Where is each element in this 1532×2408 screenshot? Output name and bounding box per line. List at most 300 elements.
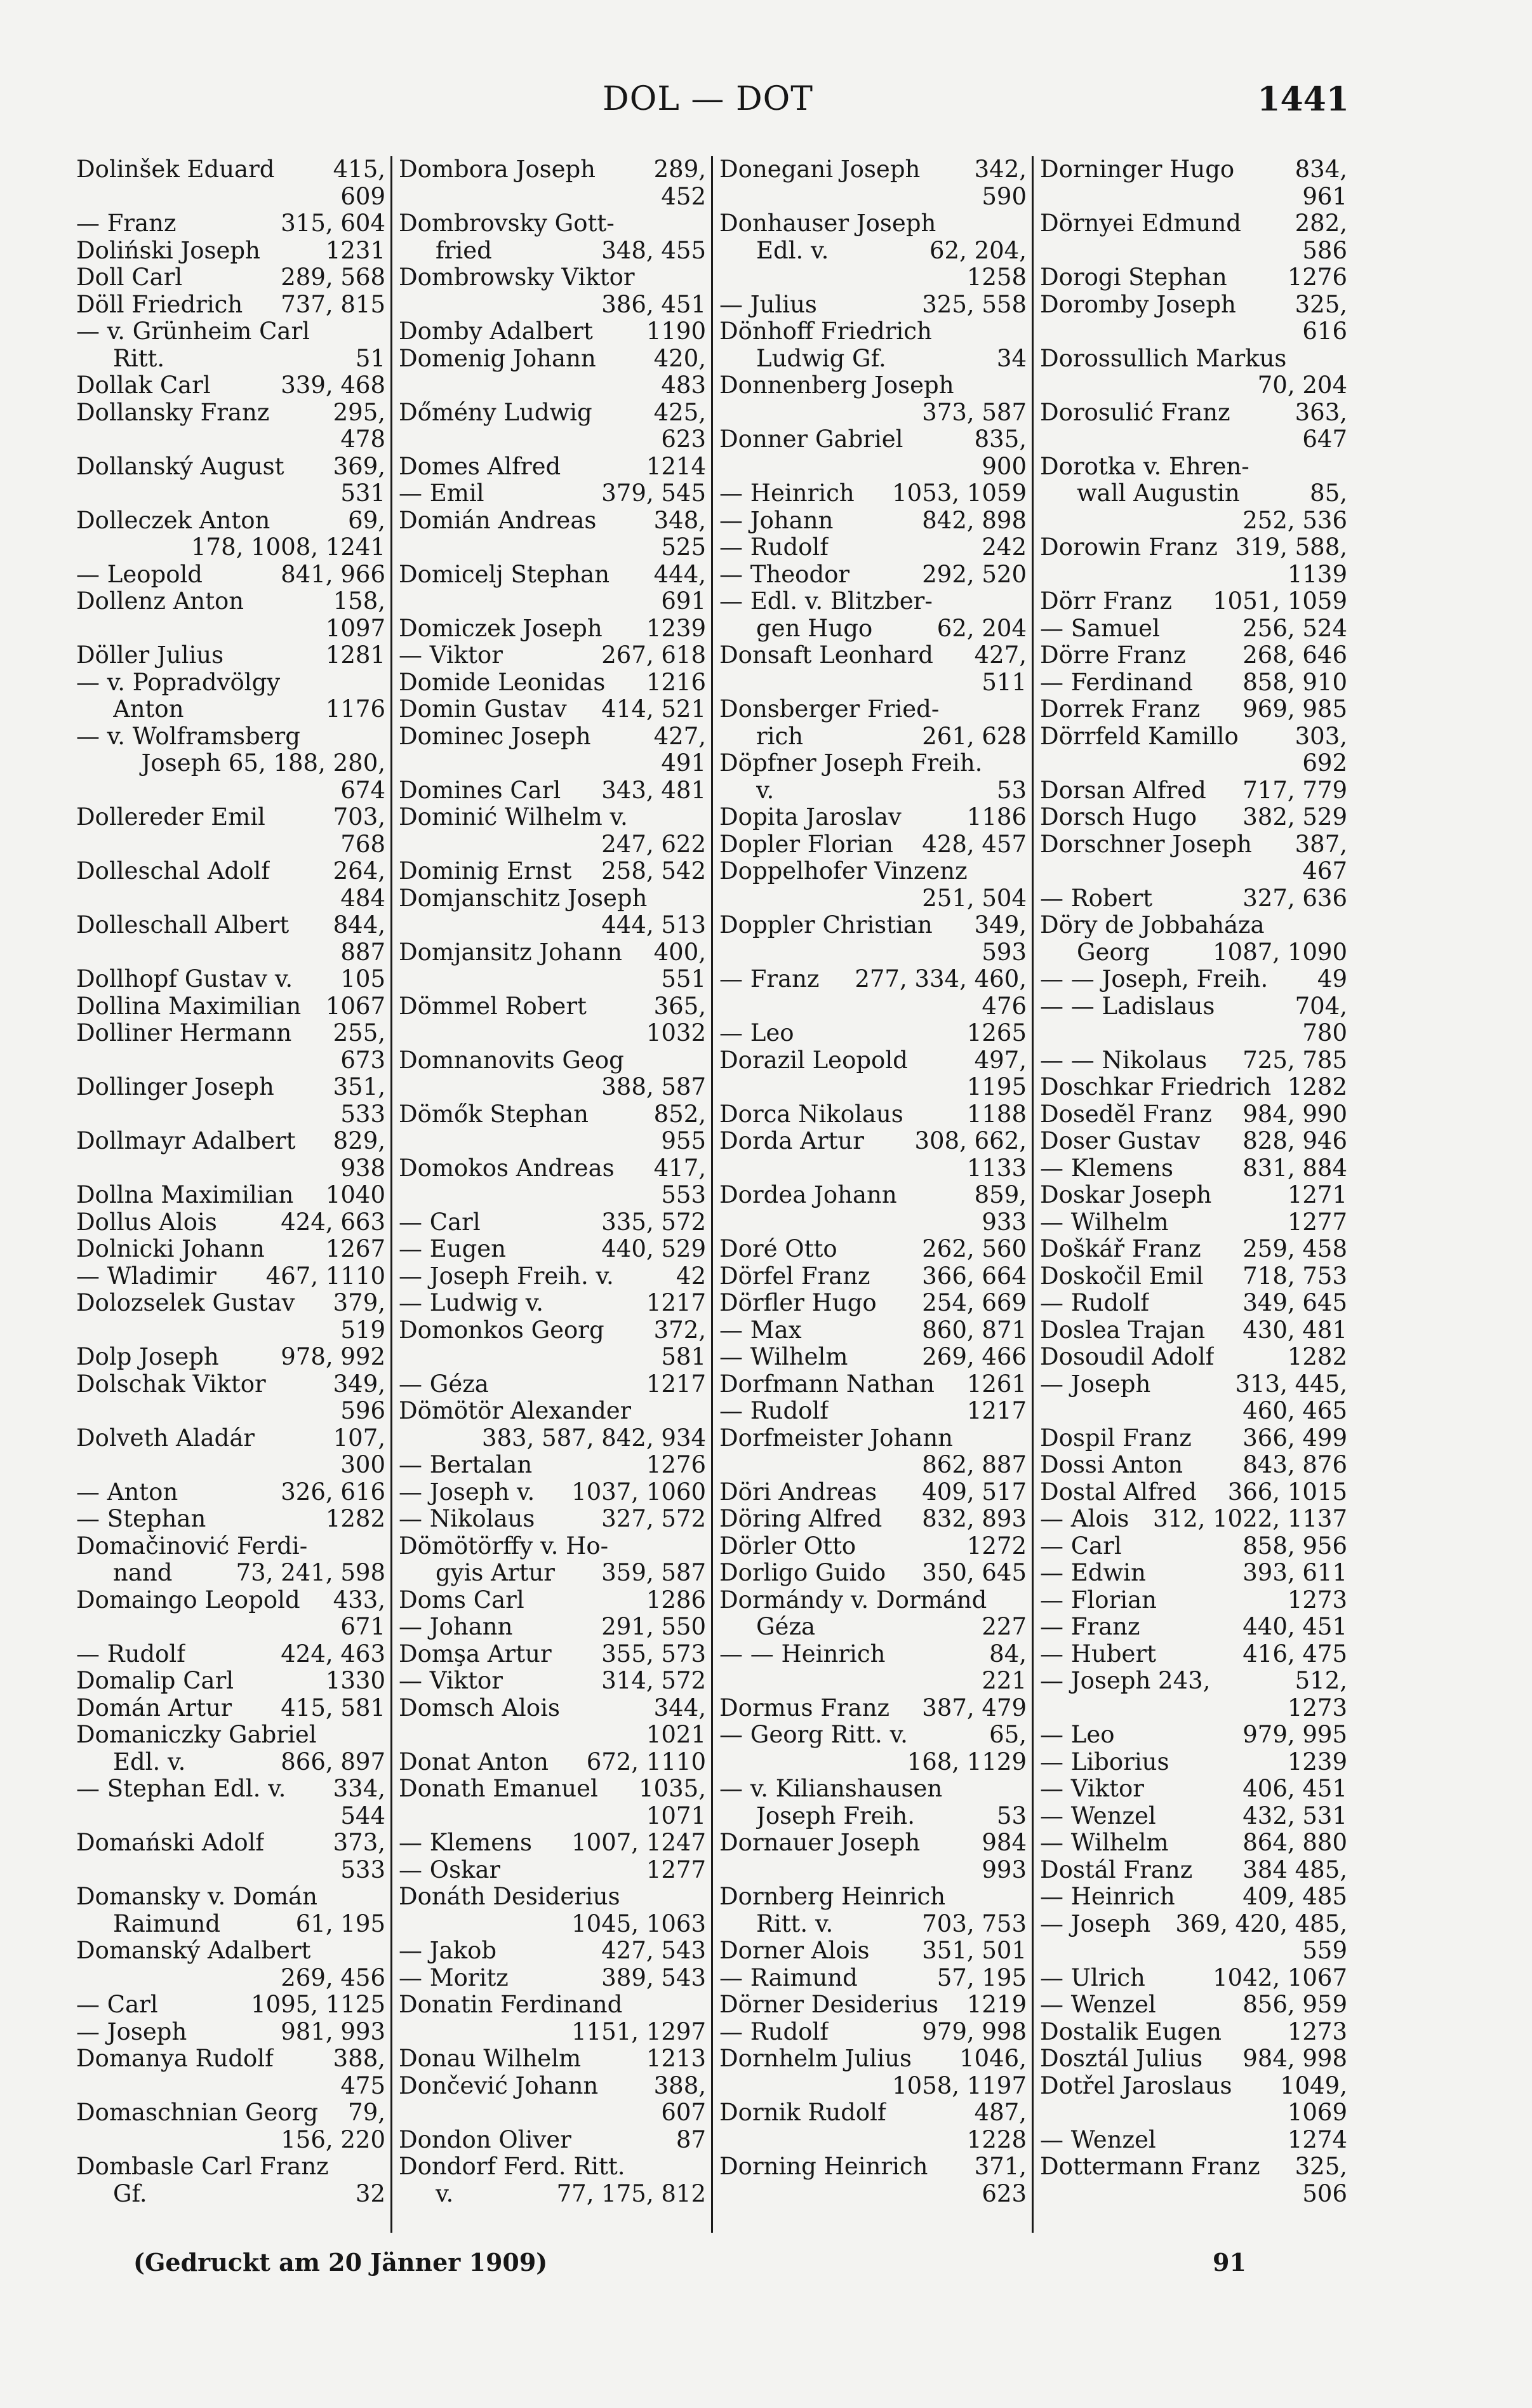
entry-pages: [379, 669, 385, 697]
directory-entry: [719, 1263, 1027, 1290]
continuation-pages: 1021: [646, 1721, 706, 1748]
directory-entry: [76, 1263, 385, 1290]
entry-pages: 856, 959: [1242, 1991, 1347, 2018]
entry-continuation: [399, 2181, 706, 2208]
entry-pages: 351,: [333, 1073, 385, 1100]
entry-pages: 365,: [653, 992, 706, 1020]
continuation-pages: 938: [340, 1154, 385, 1182]
continuation-pages: 247, 622: [601, 830, 706, 858]
entry-name: Dolp Joseph: [76, 1344, 219, 1370]
entry-line: [76, 2153, 385, 2181]
entry-name: Dopler Florian: [719, 831, 893, 858]
entry-pages: 984: [982, 1829, 1027, 1856]
directory-entry: [719, 1695, 1027, 1722]
entry-line: [76, 1776, 385, 1803]
entry-name: Dollhopf Gustav v.: [76, 966, 293, 993]
entry-name: — Joseph: [76, 2018, 187, 2045]
entry-pages: 258, 542: [601, 857, 706, 885]
continuation-pages: 70, 204: [1257, 371, 1347, 399]
entry-continuation: [76, 1317, 385, 1344]
directory-entry: [399, 1209, 706, 1236]
continuation-pages: 386, 451: [601, 290, 706, 318]
entry-pages: 467, 1110: [265, 1262, 385, 1290]
entry-pages: 65,: [989, 1721, 1027, 1748]
entry-name: — Liborius: [1040, 1748, 1169, 1776]
entry-pages: [1020, 1776, 1027, 1803]
entry-name: Dőmény Ludwig: [399, 399, 592, 426]
continuation-text: Raimund: [113, 1910, 221, 1937]
directory-entry: [76, 1344, 385, 1371]
continuation-pages: 444, 513: [601, 911, 706, 939]
entry-line: [76, 1182, 385, 1209]
entry-line: [399, 2073, 706, 2100]
entry-line: [719, 1263, 1027, 1290]
entry-line: [76, 912, 385, 939]
entry-pages: [1020, 1425, 1027, 1452]
directory-entry: [1040, 1209, 1347, 1236]
directory-entry: [399, 1937, 706, 1965]
entry-name: Dömők Stephan: [399, 1100, 589, 1128]
directory-entry: [1040, 993, 1347, 1047]
directory-entry: [76, 237, 385, 265]
entry-continuation: [76, 1803, 385, 1830]
entry-pages: 1035,: [639, 1775, 706, 1802]
entry-name: Domansky v. Domán: [76, 1883, 317, 1910]
entry-pages: 444,: [653, 560, 706, 588]
directory-entry: [76, 1533, 385, 1587]
entry-name: Dörfel Franz: [719, 1262, 870, 1290]
entry-pages: 512,: [1295, 1667, 1347, 1694]
entry-line: [719, 1722, 1027, 1749]
entry-pages: 1330: [325, 1667, 385, 1694]
entry-line: [76, 507, 385, 535]
entry-name: Donegani Joseph: [719, 156, 921, 183]
entry-name: Dorca Nikolaus: [719, 1100, 903, 1128]
entry-name: — Wladimir: [76, 1262, 216, 1290]
continuation-pages: 475: [340, 2071, 385, 2099]
entry-name: Dollereder Emil: [76, 804, 265, 831]
directory-entry: [1040, 723, 1347, 777]
entry-name: Dorner Alois: [719, 1937, 870, 1964]
entry-line: [719, 831, 1027, 859]
entry-line: [399, 1290, 706, 1317]
entry-pages: [1020, 696, 1027, 723]
entry-name: Donner Gabriel: [719, 426, 903, 453]
entry-continuation: [719, 2073, 1027, 2100]
entry-name: Döri Andreas: [719, 1478, 877, 1506]
entry-pages: 984, 998: [1242, 2045, 1347, 2072]
entry-pages: 979, 998: [922, 2017, 1027, 2045]
entry-pages: 424, 463: [281, 1640, 385, 1668]
continuation-pages: 691: [661, 587, 706, 615]
entry-line: [1040, 615, 1347, 643]
entry-pages: 415, 581: [281, 1694, 385, 1722]
continuation-pages: 460, 465: [1242, 1397, 1347, 1424]
directory-entry: [1040, 2153, 1347, 2207]
directory-entry: [76, 1074, 385, 1128]
continuation-pages: 156, 220: [281, 2125, 385, 2153]
entry-name: — Raimund: [719, 1964, 858, 1991]
entry-pages: 325,: [1295, 290, 1347, 318]
entry-continuation: [1040, 939, 1347, 967]
entry-pages: 1037, 1060: [571, 1478, 706, 1506]
entry-pages: [379, 1883, 385, 1911]
continuation-pages: 1069: [1287, 2099, 1347, 2126]
entry-name: — v. Grünheim Carl: [76, 318, 310, 345]
continuation-text: v.: [436, 2180, 454, 2207]
directory-entry: [719, 1236, 1027, 1263]
entry-name: Domalip Carl: [76, 1668, 234, 1694]
entry-line: [719, 1317, 1027, 1344]
continuation-pages: 1258: [966, 264, 1027, 291]
directory-entry: [76, 1587, 385, 1641]
directory-entry: [399, 885, 706, 939]
entry-pages: 355, 573: [601, 1640, 706, 1668]
entry-continuation: [399, 1560, 706, 1587]
continuation-pages: 887: [340, 938, 385, 966]
continuation-text: fried: [436, 237, 492, 264]
entry-continuation: [1040, 2099, 1347, 2127]
entry-name: Donsberger Fried-: [719, 696, 940, 723]
entry-name: Doppelhofer Vinzenz: [719, 858, 968, 885]
directory-entry: [719, 1371, 1027, 1398]
entry-name: — Leopold: [76, 561, 203, 588]
entry-line: [76, 1587, 385, 1614]
entry-continuation: [719, 2181, 1027, 2208]
entry-line: [1040, 2153, 1347, 2181]
entry-name: Dosedĕl Franz: [1040, 1100, 1212, 1128]
directory-entry: [76, 1290, 385, 1344]
directory-entry: [719, 912, 1027, 966]
entry-continuation: [399, 912, 706, 939]
entry-line: [1040, 912, 1347, 939]
directory-entry: [719, 696, 1027, 750]
entry-continuation: [76, 696, 385, 723]
entry-pages: 834,: [1295, 156, 1347, 183]
entry-pages: 1049,: [1280, 2071, 1347, 2099]
entry-pages: 319, 588,: [1235, 533, 1347, 561]
directory-entry: [719, 156, 1027, 210]
entry-continuation: [76, 1965, 385, 1992]
entry-pages: 858, 956: [1242, 1532, 1347, 1560]
entry-line: [399, 669, 706, 697]
continuation-text: v.: [756, 777, 775, 804]
directory-entry: [399, 1101, 706, 1155]
entry-line: [1040, 2073, 1347, 2100]
directory-entry: [1040, 966, 1347, 993]
directory-entry: [1040, 885, 1347, 913]
directory-entry: [719, 2099, 1027, 2153]
directory-entry: [76, 966, 385, 993]
entry-line: [399, 1883, 706, 1911]
entry-name: Dollanský August: [76, 453, 284, 480]
entry-pages: [1020, 588, 1027, 615]
entry-name: Dostál Franz: [1040, 1856, 1193, 1883]
page-header: [67, 80, 1349, 124]
directory-entry: [1040, 669, 1347, 697]
entry-name: Domnanovits Geog: [399, 1047, 624, 1074]
continuation-pages: 671: [340, 1613, 385, 1640]
entry-name: Dörr Franz: [1040, 588, 1172, 615]
directory-entry: [76, 2153, 385, 2207]
entry-line: [1040, 453, 1347, 481]
continuation-pages: 553: [661, 1181, 706, 1208]
continuation-pages: 1087, 1090: [1213, 938, 1347, 966]
directory-entry: [1040, 1452, 1347, 1479]
continuation-text: Ritt.: [113, 345, 165, 372]
directory-entry: [1040, 1425, 1347, 1452]
entry-pages: 366, 1015: [1227, 1478, 1347, 1506]
continuation-pages: 1195: [966, 1073, 1027, 1100]
continuation-pages: 900: [982, 452, 1027, 480]
entry-name: — Rudolf: [1040, 1290, 1149, 1316]
entry-pages: 87: [676, 2125, 706, 2153]
entry-continuation: [76, 750, 385, 777]
entry-line: [399, 2127, 706, 2154]
entry-continuation: [76, 615, 385, 643]
entry-pages: [1020, 750, 1027, 777]
entry-name: Dorninger Hugo: [1040, 156, 1235, 183]
entry-name: Dorning Heinrich: [719, 2153, 928, 2180]
directory-entry: [1040, 1560, 1347, 1587]
directory-entry: [719, 1344, 1027, 1371]
entry-name: — Joseph 243,: [1040, 1668, 1211, 1694]
entry-name: Dornberg Heinrich: [719, 1883, 946, 1910]
directory-entry: [719, 831, 1027, 859]
entry-line: [76, 1883, 385, 1911]
directory-entry: [719, 372, 1027, 426]
continuation-text: Géza: [756, 1614, 816, 1640]
entry-pages: 264,: [333, 857, 385, 885]
entry-name: — Géza: [399, 1370, 489, 1398]
entry-name: Dolleczek Anton: [76, 507, 270, 534]
entry-name: Domaschnian Georg: [76, 2099, 319, 2126]
entry-name: Dombrovsky Gott-: [399, 210, 615, 237]
directory-entry: [719, 2153, 1027, 2207]
entry-pages: 981, 993: [281, 2017, 385, 2045]
entry-line: [1040, 993, 1347, 1020]
directory-entry: [719, 642, 1027, 696]
continuation-pages: 862, 887: [922, 1451, 1027, 1478]
entry-name: — Wenzel: [1040, 1991, 1156, 2018]
directory-entry: [399, 858, 706, 885]
continuation-text: nand: [113, 1560, 173, 1586]
directory-entry: [1040, 1749, 1347, 1776]
entry-name: Dominig Ernst: [399, 858, 572, 885]
entry-pages: 1188: [966, 1100, 1027, 1128]
directory-entry: [719, 1317, 1027, 1344]
directory-entry: [399, 1857, 706, 1884]
entry-line: [76, 372, 385, 399]
entry-pages: 1277: [646, 1856, 706, 1883]
directory-entry: [719, 858, 1027, 912]
entry-pages: 57, 195: [936, 1963, 1027, 1991]
entry-name: Dörrfeld Kamillo: [1040, 723, 1239, 750]
entry-continuation: [399, 1425, 706, 1452]
directory-entry: [1040, 1263, 1347, 1290]
directory-entry: [719, 1101, 1027, 1128]
entry-pages: 1046,: [959, 2045, 1027, 2072]
continuation-text: Ritt. v.: [756, 1910, 834, 1937]
entry-line: [1040, 642, 1347, 669]
continuation-pages: 251, 504: [922, 884, 1027, 912]
entry-line: [1040, 1506, 1347, 1533]
entry-line: [719, 804, 1027, 831]
continuation-pages: 1097: [325, 614, 385, 642]
entry-pages: 372,: [653, 1316, 706, 1344]
entry-name: — — Joseph, Freih.: [1040, 966, 1269, 993]
directory-entry: [719, 480, 1027, 507]
entry-continuation: [76, 2127, 385, 2154]
entry-line: [1040, 1829, 1347, 1857]
entry-pages: 327, 572: [601, 1505, 706, 1532]
continuation-pages: 596: [340, 1397, 385, 1424]
entry-line: [719, 966, 1027, 993]
entry-line: [399, 345, 706, 373]
continuation-pages: 961: [1302, 182, 1347, 210]
directory-entry: [1040, 2073, 1347, 2127]
continuation-pages: 866, 897: [281, 1748, 385, 1776]
entry-continuation: [76, 1452, 385, 1479]
entry-line: [76, 2045, 385, 2073]
continuation-pages: Joseph 65, 188, 280,: [141, 749, 385, 777]
continuation-pages: 452: [661, 182, 706, 210]
directory-entry: [719, 1560, 1027, 1587]
entry-name: — Carl: [1040, 1532, 1122, 1560]
entry-continuation: [719, 669, 1027, 697]
entry-name: — Hubert: [1040, 1640, 1156, 1668]
entry-name: Dollina Maximilian: [76, 993, 302, 1020]
entry-pages: 107,: [333, 1424, 385, 1452]
entry-pages: [1020, 1587, 1027, 1614]
entry-line: [719, 2153, 1027, 2181]
entry-line: [76, 1829, 385, 1857]
entry-line: [399, 858, 706, 885]
directory-entry: [399, 777, 706, 805]
continuation-text: Joseph Freih.: [756, 1802, 915, 1829]
entry-line: [76, 1263, 385, 1290]
directory-entry: [399, 696, 706, 723]
entry-line: [1040, 1776, 1347, 1803]
directory-entry: [76, 642, 385, 669]
entry-name: — Franz: [76, 210, 177, 237]
entry-pages: 1271: [1287, 1181, 1347, 1208]
directory-entry: [76, 1695, 385, 1722]
entry-continuation: [719, 885, 1027, 913]
entry-name: — Wilhelm: [719, 1344, 848, 1370]
directory-entry: [1040, 534, 1347, 588]
directory-entry: [719, 1641, 1027, 1695]
entry-pages: [1020, 858, 1027, 885]
entry-line: [719, 480, 1027, 507]
entry-name: — Emil: [399, 480, 484, 507]
continuation-pages: 506: [1302, 2179, 1347, 2207]
entry-continuation: [399, 1803, 706, 1830]
directory-entry: [76, 804, 385, 858]
entry-line: [76, 291, 385, 319]
entry-line: [76, 2019, 385, 2046]
entry-name: Domokos Andreas: [399, 1154, 615, 1182]
entry-pages: 379, 545: [601, 479, 706, 507]
entry-name: Dormándy v. Dormánd: [719, 1586, 987, 1614]
entry-name: Dolozselek Gustav: [76, 1290, 295, 1316]
entry-name: Domes Alfred: [399, 453, 561, 480]
directory-entry: [1040, 588, 1347, 615]
entry-name: Dorsan Alfred: [1040, 777, 1206, 804]
entry-pages: 1217: [646, 1370, 706, 1398]
entry-line: [719, 291, 1027, 319]
entry-name: Doppler Christian: [719, 912, 933, 939]
directory-entry: [1040, 1883, 1347, 1911]
entry-line: [399, 156, 706, 184]
entry-continuation: [719, 777, 1027, 805]
entry-line: [719, 507, 1027, 535]
entry-continuation: [76, 1101, 385, 1128]
directory-entry: [399, 453, 706, 481]
entry-name: Dorosulić Franz: [1040, 399, 1230, 426]
continuation-pages: 348, 455: [601, 236, 706, 264]
entry-name: — Leo: [719, 1020, 794, 1047]
entry-pages: 389, 543: [601, 1963, 706, 1991]
entry-name: Doré Otto: [719, 1236, 837, 1262]
entry-name: Domsch Alois: [399, 1694, 560, 1722]
entry-line: [399, 1587, 706, 1614]
entry-line: [399, 318, 706, 345]
entry-line: [1040, 264, 1347, 291]
directory-entry: [399, 2127, 706, 2154]
entry-name: Donnenberg Joseph: [719, 372, 954, 399]
entry-pages: 268, 646: [1242, 641, 1347, 669]
entry-pages: 49: [1317, 965, 1347, 993]
entry-name: Doms Carl: [399, 1586, 524, 1614]
entry-line: [76, 318, 385, 345]
entry-line: [76, 399, 385, 427]
entry-name: Dorrek Franz: [1040, 696, 1201, 723]
entry-name: Dorogi Stephan: [1040, 264, 1227, 291]
entry-pages: 1265: [966, 1019, 1027, 1047]
entry-continuation: [76, 1857, 385, 1884]
entry-pages: 349,: [333, 1370, 385, 1398]
continuation-pages: 616: [1302, 318, 1347, 345]
directory-entry: [719, 1722, 1027, 1776]
continuation-pages: 623: [661, 425, 706, 453]
entry-line: [1040, 1074, 1347, 1101]
entry-line: [1040, 2045, 1347, 2073]
entry-line: [76, 1128, 385, 1155]
entry-continuation: [76, 1398, 385, 1425]
continuation-pages: 62, 204: [936, 614, 1027, 642]
entry-pages: 969, 985: [1242, 695, 1347, 723]
directory-entry: [76, 588, 385, 642]
entry-pages: [700, 264, 706, 291]
entry-name: Dordea Johann: [719, 1182, 897, 1208]
entry-pages: 842, 898: [922, 506, 1027, 534]
entry-line: [1040, 1290, 1347, 1317]
directory-entry: [1040, 1047, 1347, 1074]
directory-entry: [1040, 1722, 1347, 1749]
entry-pages: 984, 990: [1242, 1100, 1347, 1128]
entry-name: Domačinović Ferdi-: [76, 1532, 308, 1560]
entry-pages: 349, 645: [1242, 1289, 1347, 1316]
entry-pages: 1007, 1247: [571, 1829, 706, 1856]
entry-pages: 256, 524: [1242, 614, 1347, 642]
entry-continuation: [1040, 561, 1347, 589]
directory-entry: [399, 1829, 706, 1857]
entry-line: [399, 1695, 706, 1722]
entry-line: [1040, 345, 1347, 373]
directory-entry: [76, 1668, 385, 1695]
entry-line: [76, 1425, 385, 1452]
